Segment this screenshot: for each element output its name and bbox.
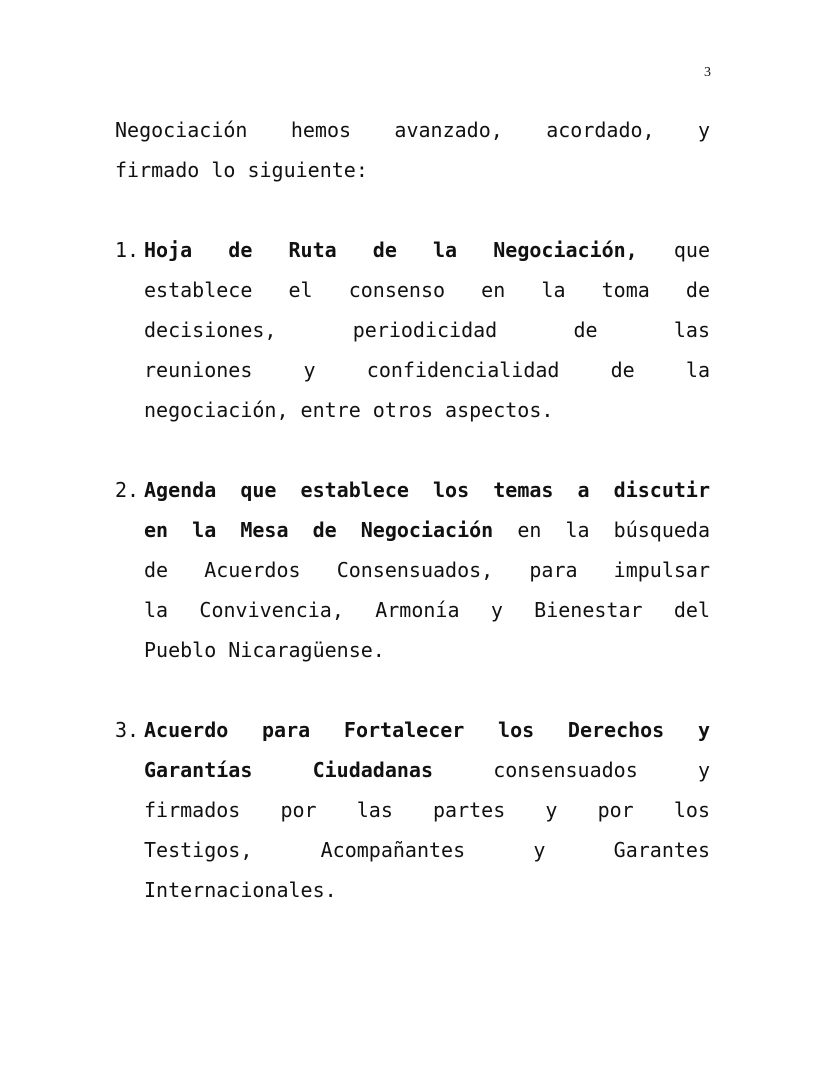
list-item-2-line-5: Pueblo Nicaragüense. <box>144 638 385 662</box>
list-item-1-line-1 <box>144 230 710 270</box>
list-item-2-number: 2. <box>115 478 140 502</box>
list-item-1-title: Hoja de Ruta de la Negociación, <box>144 238 638 262</box>
list-item-1-line-4: reuniones y confidencialidad de la <box>144 358 710 382</box>
list-item-3-line-5: Internacionales. <box>144 878 337 902</box>
list-item-2 <box>115 470 710 670</box>
list-item-2-title-line-1: Agenda que establece los temas a discutir <box>144 478 710 502</box>
intro-paragraph <box>115 110 710 190</box>
list-item-1-number: 1. <box>115 238 140 262</box>
list-item-3-line-2-rest: consensuados y <box>433 758 710 782</box>
list-item-1-line-2: establece el consenso en la toma de <box>144 278 710 302</box>
list-item-1-line-3: decisiones, periodicidad de las <box>144 318 710 342</box>
list-item-2-line-4: la Convivencia, Armonía y Bienestar del <box>144 598 710 622</box>
list-item-3-line-3: firmados por las partes y por los <box>144 798 710 822</box>
list-item-3-line-4: Testigos, Acompañantes y Garantes <box>144 838 710 862</box>
list-item-1-line-5: negociación, entre otros aspectos. <box>144 398 554 422</box>
list-item-2-line-2-rest: en la búsqueda <box>493 518 710 542</box>
list-item-3-title-line-1: Acuerdo para Fortalecer los Derechos y <box>144 718 710 742</box>
list-item-2-line-3: de Acuerdos Consensuados, para impulsar <box>144 558 710 582</box>
list-item-2-title-line-2: en la Mesa de Negociación <box>144 518 494 542</box>
list-item-2-first-line <box>115 470 710 510</box>
list-item-1-line-1-rest: que <box>637 238 710 262</box>
page-number: 3 <box>704 65 711 80</box>
intro-line-1: Negociación hemos avanzado, acordado, y <box>115 118 710 142</box>
intro-line-2: firmado lo siguiente: <box>115 158 368 182</box>
list-item-3-title-line-2: Garantías Ciudadanas <box>144 758 434 782</box>
list-item-2-line-2 <box>115 510 710 550</box>
list-item-3-first-line <box>115 710 710 750</box>
list-item-1 <box>115 230 710 430</box>
list-item-3-number: 3. <box>115 718 140 742</box>
list-item-1-first-line <box>115 230 710 270</box>
list-item-3 <box>115 710 710 910</box>
list-item-3-line-2 <box>115 750 710 790</box>
